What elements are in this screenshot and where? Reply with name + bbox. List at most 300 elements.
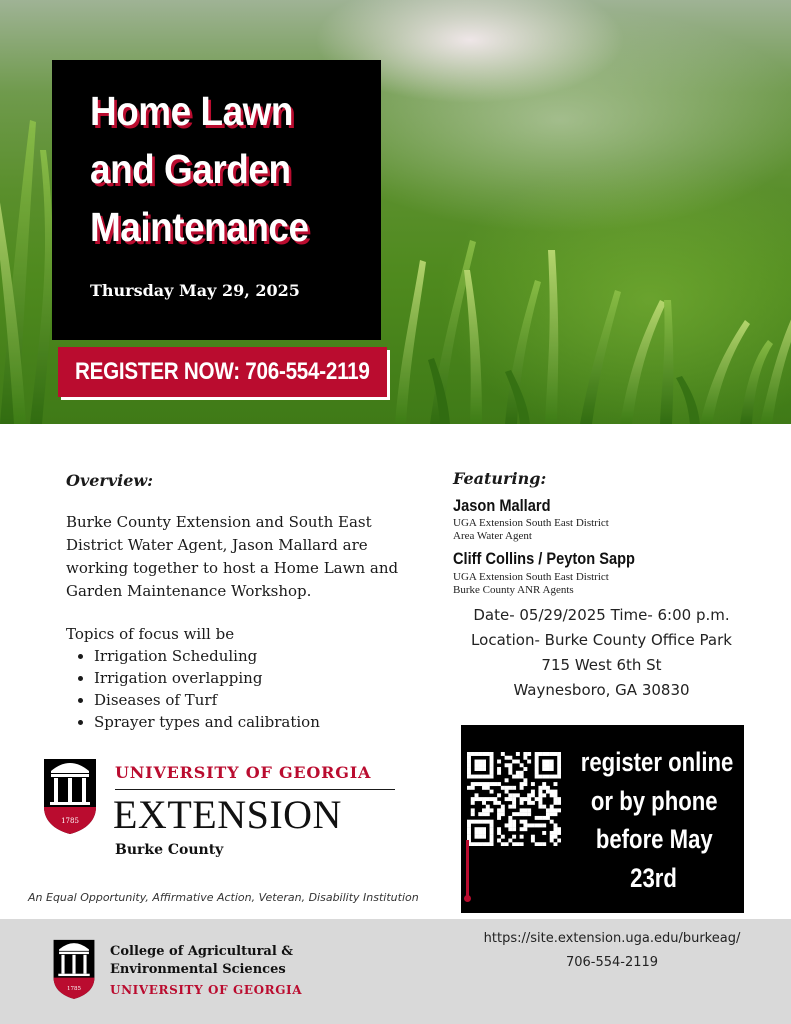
qr-module (538, 816, 542, 820)
qr-module (478, 842, 482, 846)
register-online-line: or by phone (590, 785, 718, 816)
qr-module (490, 842, 494, 846)
qr-module (493, 782, 497, 786)
arch-shield-icon (52, 937, 96, 1001)
qr-module (512, 760, 516, 764)
qr-module (486, 797, 490, 801)
qr-module (553, 812, 557, 816)
event-title (90, 82, 347, 256)
qr-module (557, 767, 561, 771)
qr-module (550, 835, 554, 839)
bullet-icon (78, 676, 83, 681)
qr-module (475, 763, 479, 767)
qr-module (505, 763, 509, 767)
qr-module (501, 808, 505, 812)
qr-module (467, 823, 471, 827)
qr-module (490, 756, 494, 760)
qr-module (531, 823, 535, 827)
qr-module (538, 797, 542, 801)
footer-bar (0, 919, 791, 1024)
qr-module (501, 752, 505, 756)
qr-module (553, 831, 557, 835)
qr-module (523, 756, 527, 760)
qr-module (538, 842, 542, 846)
qr-module (486, 808, 490, 812)
qr-module (512, 820, 516, 824)
qr-module (550, 838, 554, 842)
qr-module (475, 827, 479, 831)
qr-module (557, 760, 561, 764)
qr-module (508, 805, 512, 809)
qr-module (478, 797, 482, 801)
qr-module (553, 823, 557, 827)
qr-module (520, 763, 524, 767)
qr-module (467, 786, 471, 790)
qr-module (501, 842, 505, 846)
qr-module (523, 778, 527, 782)
presenter-title: Burke County ANR Agents (453, 584, 574, 596)
qr-module (546, 760, 550, 764)
qr-module (482, 767, 486, 771)
qr-module (497, 812, 501, 816)
qr-module (505, 797, 509, 801)
topic-text: Irrigation overlapping (94, 669, 263, 687)
qr-module (535, 775, 539, 779)
qr-module (490, 823, 494, 827)
presenter-title: Area Water Agent (453, 530, 532, 542)
qr-module (505, 778, 509, 782)
qr-module (508, 838, 512, 842)
qr-module (535, 760, 539, 764)
qr-module (467, 752, 471, 756)
qr-module (557, 808, 561, 812)
qr-module (471, 842, 475, 846)
qr-module (550, 775, 554, 779)
qr-module (557, 752, 561, 756)
qr-module (531, 793, 535, 797)
qr-module (478, 752, 482, 756)
qr-module (486, 782, 490, 786)
qr-module (512, 842, 516, 846)
qr-module (467, 767, 471, 771)
qr-module (508, 767, 512, 771)
qr-module (501, 835, 505, 839)
qr-module (497, 838, 501, 842)
qr-module (512, 786, 516, 790)
qr-module (467, 771, 471, 775)
qr-module (508, 793, 512, 797)
logo-divider (115, 789, 395, 790)
qr-module (512, 797, 516, 801)
qr-module (478, 763, 482, 767)
qr-module (471, 797, 475, 801)
qr-module (475, 835, 479, 839)
qr-module (546, 767, 550, 771)
uga-extension-logo (42, 757, 402, 867)
qr-module (550, 767, 554, 771)
qr-module (538, 790, 542, 794)
qr-module (557, 797, 561, 801)
qr-module (520, 801, 524, 805)
qr-module (490, 838, 494, 842)
list-item (76, 645, 320, 667)
qr-module (478, 831, 482, 835)
qr-module (508, 823, 512, 827)
qr-module (490, 752, 494, 756)
qr-module (508, 763, 512, 767)
qr-module (490, 782, 494, 786)
qr-module (531, 801, 535, 805)
qr-module (467, 775, 471, 779)
qr-module (516, 842, 520, 846)
qr-module (523, 823, 527, 827)
list-item (76, 711, 320, 733)
qr-module (553, 797, 557, 801)
qr-module (523, 767, 527, 771)
qr-module (542, 763, 546, 767)
arch-shield-icon (42, 757, 98, 835)
qr-module (523, 820, 527, 824)
qr-module (475, 831, 479, 835)
qr-module (482, 835, 486, 839)
qr-module (512, 775, 516, 779)
qr-module (553, 835, 557, 839)
qr-module (550, 752, 554, 756)
qr-module (520, 786, 524, 790)
college-name-line-1: College of Agricultural & (110, 944, 294, 959)
qr-module (505, 756, 509, 760)
qr-module (475, 767, 479, 771)
qr-module (490, 820, 494, 824)
list-item (76, 667, 320, 689)
equal-opportunity-statement: An Equal Opportunity, Affirmative Action, Veteran, Disability Institution (28, 891, 419, 904)
topics-list (76, 645, 320, 733)
qr-module (535, 771, 539, 775)
qr-module (553, 801, 557, 805)
qr-module (482, 782, 486, 786)
presenter-title: UGA Extension South East District (453, 517, 609, 529)
qr-module (557, 771, 561, 775)
qr-module (501, 812, 505, 816)
qr-module (516, 812, 520, 816)
seal-year: 1785 (67, 986, 81, 993)
qr-module (538, 801, 542, 805)
event-title-line-3: Maintenance (90, 204, 309, 250)
qr-module (475, 782, 479, 786)
qr-module (482, 801, 486, 805)
qr-module (531, 835, 535, 839)
presenter-title: UGA Extension South East District (453, 571, 609, 583)
qr-module (546, 808, 550, 812)
qr-module (542, 805, 546, 809)
register-online-text (564, 743, 744, 897)
qr-module (490, 790, 494, 794)
qr-module (535, 797, 539, 801)
qr-module (478, 760, 482, 764)
qr-module (542, 767, 546, 771)
qr-module (490, 827, 494, 831)
qr-module (512, 827, 516, 831)
qr-module (550, 790, 554, 794)
qr-module (535, 763, 539, 767)
qr-module (542, 831, 546, 835)
footer-phone: 706-554-2119 (565, 955, 659, 970)
qr-module (493, 797, 497, 801)
red-marker-dot (464, 895, 471, 902)
qr-module (553, 842, 557, 846)
qr-module (553, 775, 557, 779)
event-details (434, 603, 769, 703)
event-location: Location- Burke County Office Park (471, 631, 732, 649)
qr-module (535, 816, 539, 820)
register-online-line: before May (595, 824, 713, 854)
qr-module (475, 820, 479, 824)
qr-module (531, 782, 535, 786)
qr-module (508, 771, 512, 775)
qr-module (501, 786, 505, 790)
event-title-line-1: Home Lawn (90, 88, 294, 134)
qr-module (482, 797, 486, 801)
qr-module (527, 760, 531, 764)
overview-text: Burke County Extension and South East District Water Agent, Jason Mallard are working together to host a Home Lawn and Garden Maintenance Workshop. (66, 513, 399, 600)
register-online-line: register online (580, 747, 734, 777)
qr-module (490, 808, 494, 812)
qr-module (546, 816, 550, 820)
red-marker-line (466, 840, 469, 898)
topic-text: Irrigation Scheduling (94, 647, 258, 665)
qr-module (482, 831, 486, 835)
qr-module (471, 801, 475, 805)
qr-module (512, 801, 516, 805)
qr-module (471, 752, 475, 756)
extension-wordmark: EXTENSION (113, 792, 342, 837)
qr-module (467, 827, 471, 831)
qr-module (520, 820, 524, 824)
qr-module (542, 823, 546, 827)
qr-module (546, 812, 550, 816)
qr-module (542, 842, 546, 846)
qr-module (467, 756, 471, 760)
qr-module (490, 771, 494, 775)
qr-module (508, 797, 512, 801)
qr-code-icon[interactable] (467, 752, 561, 846)
qr-module (553, 782, 557, 786)
qr-module (486, 752, 490, 756)
qr-module (486, 805, 490, 809)
qr-module (542, 793, 546, 797)
qr-module (482, 786, 486, 790)
qr-module (520, 842, 524, 846)
qr-module (490, 760, 494, 764)
qr-module (475, 797, 479, 801)
qr-module (535, 756, 539, 760)
qr-module (512, 823, 516, 827)
qr-module (508, 827, 512, 831)
qr-module (538, 805, 542, 809)
qr-module (520, 782, 524, 786)
qr-module (497, 771, 501, 775)
featuring-heading: Featuring: (453, 469, 547, 488)
qr-module (508, 786, 512, 790)
register-qr-card (461, 725, 744, 913)
qr-module (475, 752, 479, 756)
qr-module (471, 808, 475, 812)
qr-module (497, 793, 501, 797)
qr-module (475, 842, 479, 846)
qr-module (490, 835, 494, 839)
qr-module (471, 812, 475, 816)
qr-module (550, 805, 554, 809)
qr-module (546, 763, 550, 767)
qr-module (478, 812, 482, 816)
qr-module (508, 756, 512, 760)
qr-module (557, 838, 561, 842)
qr-module (493, 801, 497, 805)
qr-module (542, 752, 546, 756)
qr-module (542, 760, 546, 764)
qr-module (553, 827, 557, 831)
qr-module (482, 752, 486, 756)
qr-module (557, 763, 561, 767)
qr-module (523, 827, 527, 831)
qr-module (535, 767, 539, 771)
qr-module (486, 786, 490, 790)
qr-module (538, 793, 542, 797)
university-name: UNIVERSITY OF GEORGIA (115, 763, 372, 782)
qr-module (535, 752, 539, 756)
qr-module (497, 827, 501, 831)
qr-module (471, 775, 475, 779)
qr-module (475, 760, 479, 764)
qr-module (501, 805, 505, 809)
qr-module (546, 775, 550, 779)
qr-module (550, 820, 554, 824)
qr-module (467, 835, 471, 839)
qr-module (531, 838, 535, 842)
qr-module (478, 835, 482, 839)
qr-module (520, 771, 524, 775)
qr-module (467, 820, 471, 824)
qr-module (512, 812, 516, 816)
register-online-line: 23rd (630, 862, 678, 893)
qr-module (475, 775, 479, 779)
overview-heading: Overview: (66, 471, 154, 490)
qr-module (508, 816, 512, 820)
seal-year: 1785 (61, 817, 79, 825)
website-link[interactable]: https://site.extension.uga.edu/burkeag/ (483, 931, 741, 946)
county-name: Burke County (115, 842, 224, 858)
qr-module (520, 808, 524, 812)
qr-module (478, 827, 482, 831)
bullet-icon (78, 654, 83, 659)
qr-module (520, 827, 524, 831)
qr-module (505, 790, 509, 794)
qr-module (516, 793, 520, 797)
qr-module (542, 775, 546, 779)
qr-module (505, 842, 509, 846)
qr-module (486, 775, 490, 779)
qr-module (497, 767, 501, 771)
qr-module (553, 808, 557, 812)
qr-module (542, 782, 546, 786)
title-box (52, 60, 381, 340)
topics-intro: Topics of focus will be (66, 625, 235, 643)
qr-module (523, 808, 527, 812)
qr-module (497, 831, 501, 835)
qr-module (512, 805, 516, 809)
qr-module (550, 760, 554, 764)
qr-module (523, 752, 527, 756)
qr-module (550, 763, 554, 767)
qr-module (516, 775, 520, 779)
presenter-name: Cliff Collins / Peyton Sapp (453, 549, 635, 568)
qr-module (482, 827, 486, 831)
qr-module (508, 820, 512, 824)
qr-module (546, 790, 550, 794)
qr-module (490, 797, 494, 801)
qr-module (516, 752, 520, 756)
qr-module (471, 820, 475, 824)
event-date: Thursday May 29, 2025 (90, 281, 300, 300)
qr-module (505, 823, 509, 827)
presenter-name: Jason Mallard (453, 496, 551, 515)
qr-module (478, 775, 482, 779)
bullet-icon (78, 720, 83, 725)
qr-module (550, 793, 554, 797)
qr-module (512, 793, 516, 797)
qr-module (538, 775, 542, 779)
qr-module (557, 775, 561, 779)
qr-module (527, 752, 531, 756)
qr-module (482, 763, 486, 767)
qr-module (557, 801, 561, 805)
qr-module (478, 820, 482, 824)
qr-module (467, 831, 471, 835)
qr-module (527, 801, 531, 805)
qr-module (478, 767, 482, 771)
qr-module (550, 812, 554, 816)
qr-module (467, 760, 471, 764)
qr-module (486, 812, 490, 816)
qr-module (523, 782, 527, 786)
register-now-text: REGISTER NOW: 706-554-2119 (75, 358, 370, 385)
qr-module (527, 797, 531, 801)
qr-module (471, 782, 475, 786)
qr-module (557, 827, 561, 831)
qr-module (471, 786, 475, 790)
list-item (76, 689, 320, 711)
qr-module (482, 760, 486, 764)
hero-banner (0, 0, 791, 424)
qr-module (490, 831, 494, 835)
qr-module (550, 808, 554, 812)
qr-module (535, 823, 539, 827)
qr-module (546, 752, 550, 756)
qr-module (505, 786, 509, 790)
qr-module (486, 842, 490, 846)
qr-module (482, 812, 486, 816)
qr-module (520, 775, 524, 779)
topic-text: Diseases of Turf (94, 691, 218, 709)
qr-module (550, 831, 554, 835)
qr-module (520, 812, 524, 816)
qr-module (497, 801, 501, 805)
qr-module (523, 812, 527, 816)
qr-module (497, 760, 501, 764)
qr-module (538, 752, 542, 756)
bullet-icon (78, 698, 83, 703)
qr-module (553, 790, 557, 794)
